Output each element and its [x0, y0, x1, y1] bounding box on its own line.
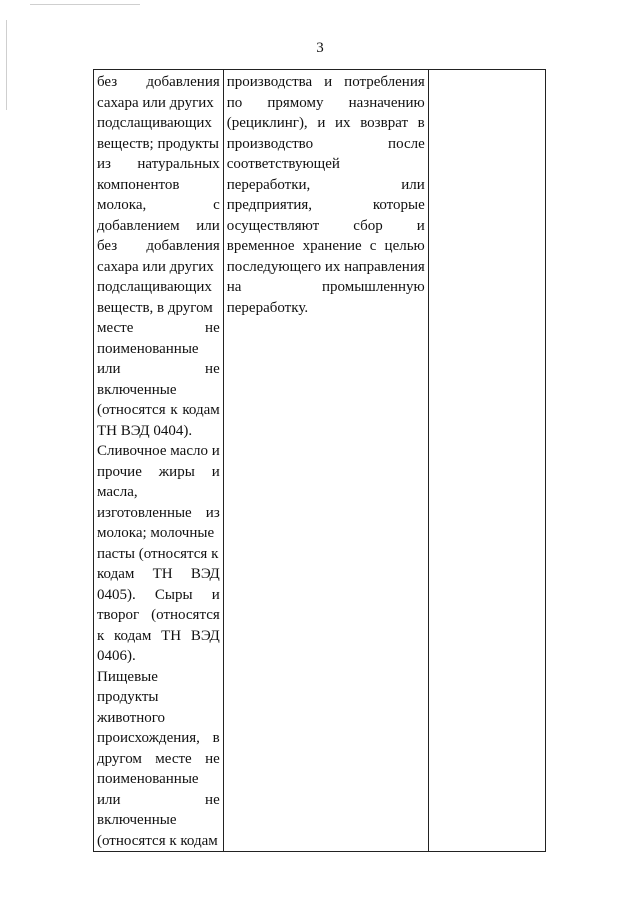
- table-row: [94, 70, 546, 852]
- text-line: последующего их направления: [226, 258, 425, 275]
- text-line: веществ; продукты: [97, 135, 219, 152]
- text-line: из натуральных: [97, 156, 220, 172]
- text-line: животного: [97, 709, 166, 726]
- page-number: 3: [316, 40, 324, 56]
- text-line: или не: [97, 361, 220, 377]
- text-line: на промышленную: [226, 279, 425, 295]
- text-line: пасты (относятся к: [97, 545, 219, 562]
- text-line: осуществляют сбор и: [226, 217, 425, 234]
- text-line: другом месте не: [97, 750, 220, 767]
- text-line: молока, с: [97, 197, 220, 213]
- text-line: включенные: [97, 812, 177, 828]
- text-line: сахара или других: [97, 94, 214, 111]
- text-line: месте не: [97, 320, 220, 336]
- text-line: переработку.: [226, 299, 309, 316]
- text-line: сахара или других: [97, 258, 214, 275]
- table-cell-empty: [428, 70, 545, 852]
- table-cell-products: [94, 70, 224, 852]
- text-line: поименованные: [97, 771, 199, 787]
- text-line: творог (относятся: [97, 607, 220, 623]
- products-text: [94, 70, 223, 851]
- scan-edge-top: [30, 4, 140, 5]
- text-line: ТН ВЭД 0404).: [97, 422, 193, 439]
- text-line: предприятия, которые: [226, 197, 425, 213]
- text-line: без добавления: [97, 74, 220, 90]
- text-line: изготовленные из: [97, 504, 220, 521]
- text-line: веществ, в другом: [97, 299, 213, 316]
- description-text: [224, 70, 428, 318]
- text-line: включенные: [97, 381, 177, 398]
- text-line: производство после: [226, 135, 425, 152]
- text-line: молока; молочные: [97, 525, 215, 541]
- text-line: подслащивающих: [97, 115, 212, 131]
- text-line: поименованные: [97, 340, 199, 357]
- text-line: переработки, или: [226, 176, 425, 193]
- text-line: добавлением или: [97, 217, 220, 234]
- text-line: прочие жиры и: [97, 463, 220, 480]
- text-line: (относятся к кодам: [97, 402, 220, 418]
- text-line: (относятся к кодам: [97, 832, 218, 849]
- text-line: соответствующей: [226, 156, 340, 172]
- text-line: по прямому назначению: [226, 94, 425, 111]
- text-line: происхождения, в: [97, 730, 220, 746]
- text-line: компонентов: [97, 176, 180, 193]
- document-table: [93, 69, 546, 852]
- text-line: Сливочное масло и: [97, 443, 220, 459]
- text-line: (рециклинг), и их возврат в: [226, 115, 425, 131]
- text-line: подслащивающих: [97, 279, 212, 295]
- text-line: производства и потребления: [226, 74, 425, 90]
- scan-edge-left: [6, 20, 7, 110]
- text-line: масла,: [97, 484, 138, 500]
- text-line: 0406).: [97, 648, 136, 664]
- table-cell-description: [223, 70, 428, 852]
- text-line: 0405). Сыры и: [97, 586, 220, 603]
- text-line: или не: [97, 791, 220, 808]
- text-line: продукты: [97, 689, 159, 705]
- text-line: кодам ТН ВЭД: [97, 566, 220, 582]
- text-line: к кодам ТН ВЭД: [97, 627, 220, 644]
- text-line: без добавления: [97, 238, 220, 254]
- text-line: временное хранение с целью: [226, 238, 425, 254]
- text-line: Пищевые: [97, 668, 158, 685]
